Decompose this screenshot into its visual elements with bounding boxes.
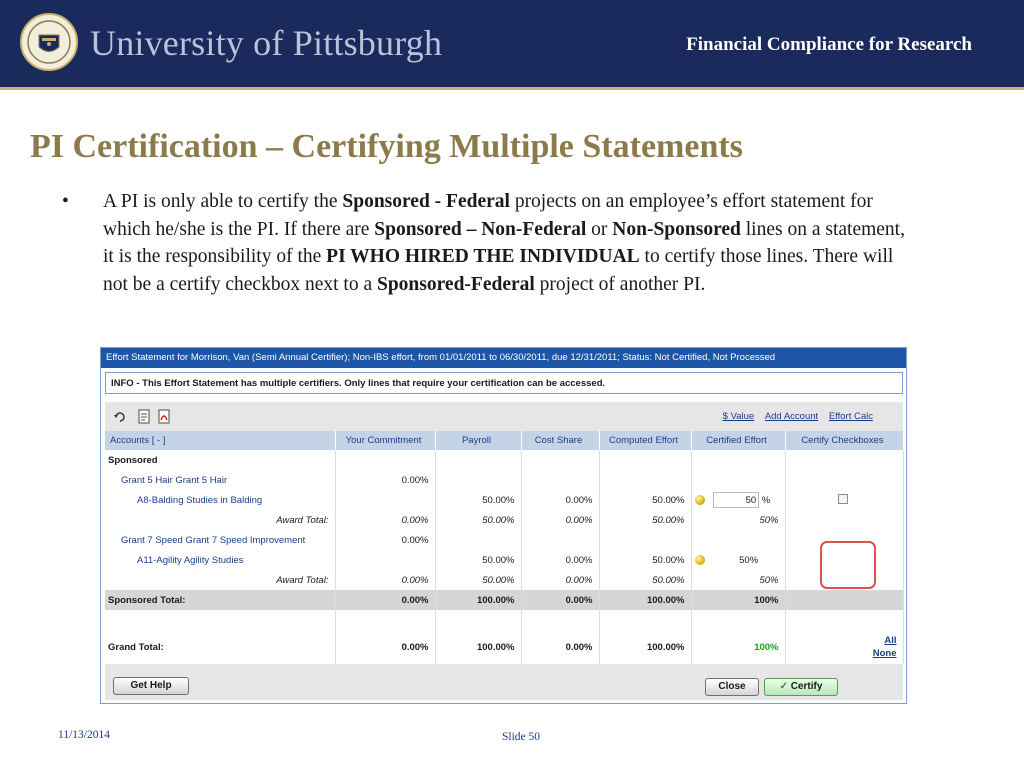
bullet-text: A PI is only able to certify the Sponsored - Federal projects on an employee’s effort statement for which he/she is the PI. If there are Sponsored – Non-Federal or Non-Sponsored lines on a statement, it is the responsibility of the PI WHO HIRED THE INDIVIDUAL to certify those lines. There will not be a certify checkbox next to a Sponsored-Federal project of another PI. [103, 191, 905, 295]
callout-highlight-box [820, 541, 876, 589]
effort-calc-link[interactable]: Effort Calc [828, 411, 873, 422]
banner-divider [0, 87, 1024, 90]
a8-certified-effort [691, 490, 785, 510]
select-none-link[interactable]: None [872, 648, 897, 659]
grant5-link[interactable]: Grant 5 Hair Grant 5 Hair [105, 470, 335, 490]
certify-check-icon: ✓ [779, 681, 788, 692]
footer-date: 11/13/2014 [58, 729, 110, 741]
spacer-row [105, 610, 903, 630]
a8-cost-share: 0.00% [521, 490, 599, 510]
table-row [105, 530, 903, 550]
table-row [105, 470, 903, 490]
university-name: University of Pittsburgh [90, 23, 443, 63]
column-header-payroll: Payroll [435, 431, 521, 450]
table-row [105, 570, 903, 590]
bullet-marker: • [62, 191, 69, 212]
header-banner [0, 0, 1024, 87]
select-all-none [785, 630, 903, 664]
effort-grid-area [105, 402, 903, 700]
column-header-accounts[interactable]: Accounts [ - ] [105, 431, 335, 450]
certify-checkbox[interactable] [838, 494, 848, 504]
info-coin-icon[interactable] [695, 555, 705, 565]
a11-computed-effort: 50.00% [599, 550, 691, 570]
table-header [105, 431, 903, 450]
grid-toolbar [105, 402, 903, 431]
award-total-computed: 50.00% [599, 570, 691, 590]
certified-effort-input[interactable]: 50 [713, 492, 759, 508]
pdf-icon[interactable] [157, 409, 171, 424]
grand-total-commitment: 0.00% [335, 630, 435, 664]
column-header-computed-effort: Computed Effort [599, 431, 691, 450]
sponsored-total-row [105, 590, 903, 610]
award-total-commitment: 0.00% [335, 570, 435, 590]
column-header-commitment: Your Commitment [335, 431, 435, 450]
award-total-certified: 50% [691, 510, 785, 530]
refresh-icon[interactable] [113, 409, 127, 424]
table-row [105, 490, 903, 510]
grant5-commitment: 0.00% [335, 470, 435, 490]
award-total-payroll: 50.00% [435, 570, 521, 590]
info-message: INFO - This Effort Statement has multiple certifiers. Only lines that require your certification can be accessed. [105, 372, 903, 394]
award-total-cost-share: 0.00% [521, 510, 599, 530]
sponsored-total-payroll: 100.00% [435, 590, 521, 610]
sponsored-total-certified: 100% [691, 590, 785, 610]
a11-payroll: 50.00% [435, 550, 521, 570]
award-total-computed: 50.00% [599, 510, 691, 530]
certify-button-label: Certify [790, 681, 823, 692]
grant7-link[interactable]: Grant 7 Speed Grant 7 Speed Improvement [105, 530, 335, 550]
table-row [105, 510, 903, 530]
sponsored-total-cost-share: 0.00% [521, 590, 599, 610]
report-icon[interactable] [137, 409, 151, 424]
award-total-label: Award Total: [105, 570, 335, 590]
get-help-button[interactable]: Get Help [113, 677, 189, 695]
slide-title: PI Certification – Certifying Multiple Statements [30, 128, 743, 165]
a11-certified-value: 50% [739, 554, 759, 566]
grant7-commitment: 0.00% [335, 530, 435, 550]
award-total-cost-share: 0.00% [521, 570, 599, 590]
sponsored-total-label: Sponsored Total: [105, 590, 335, 610]
banner-subtitle: Financial Compliance for Research [686, 34, 972, 55]
award-total-certified: 50% [691, 570, 785, 590]
a8-payroll: 50.00% [435, 490, 521, 510]
table-row [105, 550, 903, 570]
a8-computed-effort: 50.00% [599, 490, 691, 510]
a8-account-link[interactable]: A8-Balding Studies in Balding [105, 490, 335, 510]
column-header-cost-share: Cost Share [521, 431, 599, 450]
grand-total-certified: 100% [691, 630, 785, 664]
grand-total-computed: 100.00% [599, 630, 691, 664]
effort-statement-panel [100, 347, 907, 704]
a11-account-link[interactable]: A11-Agility Agility Studies [105, 550, 335, 570]
dollar-value-link[interactable]: $ Value [722, 411, 755, 422]
award-total-commitment: 0.00% [335, 510, 435, 530]
a8-certify-cell [785, 490, 903, 510]
certify-button[interactable] [764, 678, 838, 696]
add-account-link[interactable]: Add Account [764, 411, 819, 422]
grand-total-label: Grand Total: [105, 630, 335, 664]
grand-total-cost-share: 0.00% [521, 630, 599, 664]
table-row [105, 450, 903, 470]
section-label-sponsored: Sponsored [105, 450, 335, 470]
sponsored-total-computed: 100.00% [599, 590, 691, 610]
column-header-certify-checkboxes: Certify Checkboxes [785, 431, 903, 450]
grand-total-row [105, 630, 903, 664]
toolbar-links [715, 411, 873, 422]
bullet-paragraph [62, 188, 922, 298]
a11-cost-share: 0.00% [521, 550, 599, 570]
info-coin-icon[interactable] [695, 495, 705, 505]
university-seal-icon [20, 13, 78, 71]
percent-sign: % [761, 495, 771, 506]
sponsored-total-commitment: 0.00% [335, 590, 435, 610]
grand-total-payroll: 100.00% [435, 630, 521, 664]
slide-number: Slide 50 [502, 731, 541, 743]
a11-certified-effort [691, 550, 785, 570]
select-all-link[interactable]: All [884, 635, 897, 646]
column-header-certified-effort: Certified Effort [691, 431, 785, 450]
close-button[interactable]: Close [705, 678, 759, 696]
award-total-label: Award Total: [105, 510, 335, 530]
award-total-payroll: 50.00% [435, 510, 521, 530]
effort-table [105, 431, 904, 664]
effort-statement-title: Effort Statement for Morrison, Van (Semi Annual Certifier); Non-IBS effort, from 01/01/2011 to 06/30/2011, due 12/31/2011; Status: Not Certified, Not Processed [101, 348, 906, 368]
